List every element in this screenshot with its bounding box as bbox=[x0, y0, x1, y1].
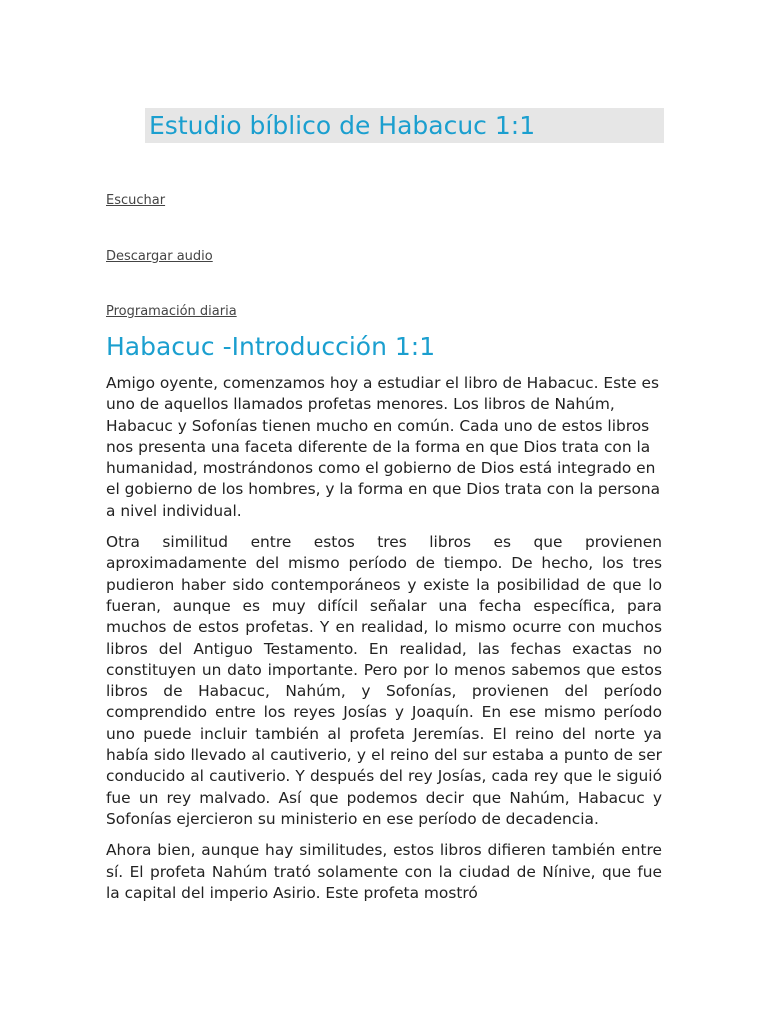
daily-schedule-link[interactable]: Programación diaria bbox=[106, 304, 237, 319]
download-audio-link[interactable]: Descargar audio bbox=[106, 249, 213, 264]
section-heading: Habacuc -Introducción 1:1 bbox=[106, 332, 436, 361]
article-body bbox=[106, 373, 662, 914]
listen-link[interactable]: Escuchar bbox=[106, 193, 166, 208]
page-title: Estudio bíblico de Habacuc 1:1 bbox=[145, 108, 664, 143]
paragraph-3: Ahora bien, aunque hay similitudes, estos libros difieren también entre sí. El profeta Nahúm trató solamente con la ciudad de Nínive, que fue la capital del imperio Asirio. Este profeta mostró bbox=[106, 841, 662, 902]
paragraph-1: Amigo oyente, comenzamos hoy a estudiar el libro de Habacuc. Este es uno de aquellos llamados profetas menores. Los libros de Nahúm, Habacuc y Sofonías tienen mucho en común. Cada uno de estos libros nos presenta una faceta diferente de la forma en que Dios trata con la humanidad, mostrándonos como el gobierno de Dios está integrado en el gobierno de los hombres, y la forma en que Dios trata con la persona a nivel individual. bbox=[106, 374, 661, 520]
paragraph-2: Otra similitud entre estos tres libros es que provienen aproximadamente del mismo período de tiempo. De hecho, los tres pudieron haber sido contemporáneos y existe la posibilidad de que lo fueran, aunque es muy difícil señalar una fecha específica, para muchos de estos profetas. Y en realidad, lo mismo ocurre con muchos libros del Antiguo Testamento. En realidad, las fechas exactas no constituyen un dato importante. Pero por lo menos sabemos que estos libros de Habacuc, Nahúm, y Sofonías, provienen del período comprendido entre los reyes Josías y Joaquín. En ese mismo período uno puede incluir también al profeta Jeremías. El reino del norte ya había sido llevado al cautiverio, y el reino del sur estaba a punto de ser conducido al cautiverio. Y después del rey Josías, cada rey que le siguió fue un rey malvado. Así que podemos decir que Nahúm, Habacuc y Sofonías ejercieron su ministerio en ese período de decadencia. bbox=[106, 533, 662, 828]
